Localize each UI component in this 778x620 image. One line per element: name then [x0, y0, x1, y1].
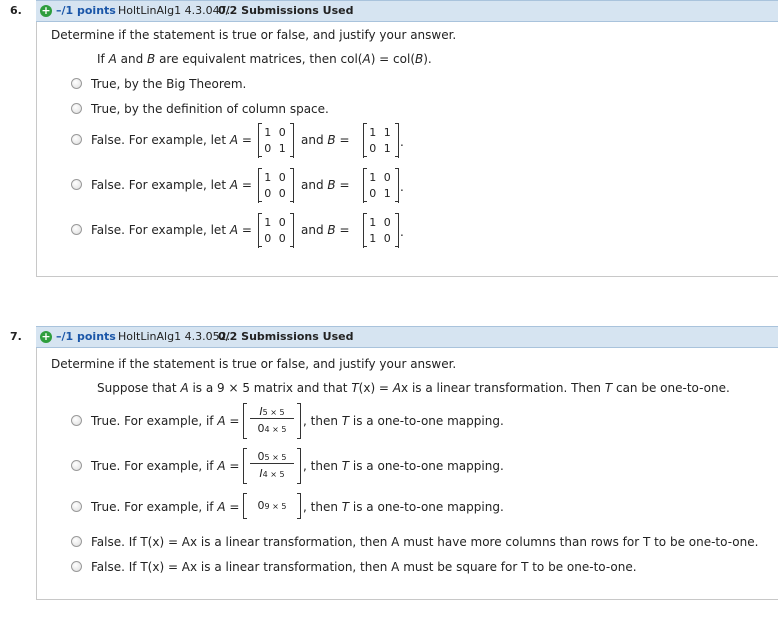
answer-label-1: True. For example, if A = [91, 414, 240, 428]
question-code: HoltLinAlg1 4.3.052. [118, 330, 231, 343]
matrix-a: 1 0 0 0 [258, 214, 294, 248]
answer-label-2: True, by the definition of column space. [91, 102, 329, 116]
answer-radio-4[interactable] [71, 536, 82, 547]
and-b-label: and B = [301, 133, 350, 147]
answer-label-3: True. For example, if A = [91, 500, 240, 514]
question-code: HoltLinAlg1 4.3.047. [118, 4, 231, 17]
answer-radio-5[interactable] [71, 561, 82, 572]
block-matrix: 09 × 5 [243, 494, 301, 518]
block-matrix: I5 × 5 04 × 5 [243, 404, 301, 438]
matrix-b: 1 1 0 1 [363, 124, 399, 158]
matrix-b: 1 0 0 1 [363, 169, 399, 203]
answer-label-5: False. For example, let A = [91, 223, 252, 237]
question-header [36, 0, 778, 22]
question-number: 6. [10, 4, 22, 17]
expand-plus-icon[interactable]: + [41, 330, 51, 343]
answer-label-3: False. For example, let A = [91, 133, 252, 147]
question-number: 7. [10, 330, 22, 343]
answer-label-5: False. If T(x) = Ax is a linear transformation, then A must be square for T to be one-to-one. [91, 560, 637, 574]
and-b-label: and B = [301, 178, 350, 192]
answer-suffix: , then T is a one-to-one mapping. [303, 414, 504, 428]
answer-radio-2[interactable] [71, 460, 82, 471]
points-link[interactable]: –/1 points [56, 4, 116, 17]
answer-radio-1[interactable] [71, 78, 82, 89]
answer-label-4: False. For example, let A = [91, 178, 252, 192]
question-body: Determine if the statement is true or false, and justify your answer. If A and B are equivalent matrices, then col(A) = col(B). True, by the Big Theorem. True, by the definition of column space. False. For example, let A = 1 0 0 1 and B = 1 1 0 1 . False. For example, let A = 1 0 0 0 and B = 1 0 0 1 . False. For example, let A = 1 0 0 0 and B = 1 0 1 0 . [36, 22, 778, 277]
points-link[interactable]: –/1 points [56, 330, 116, 343]
answer-label-1: True, by the Big Theorem. [91, 77, 247, 91]
answer-label-2: True. For example, if A = [91, 459, 240, 473]
answer-suffix: , then T is a one-to-one mapping. [303, 459, 504, 473]
expand-plus-icon[interactable]: + [41, 4, 51, 17]
answer-suffix: , then T is a one-to-one mapping. [303, 500, 504, 514]
submissions-used: 0/2 Submissions Used [218, 4, 354, 17]
answer-radio-3[interactable] [71, 134, 82, 145]
question-prompt: Determine if the statement is true or false, and justify your answer. [51, 357, 457, 371]
question-statement: Suppose that A is a 9 × 5 matrix and that T(x) = Ax is a linear transformation. Then T can be one-to-one. [97, 381, 730, 395]
submissions-used: 0/2 Submissions Used [218, 330, 354, 343]
answer-radio-2[interactable] [71, 103, 82, 114]
answer-radio-5[interactable] [71, 224, 82, 235]
answer-label-4: False. If T(x) = Ax is a linear transformation, then A must have more columns than rows for T to be one-to-one. [91, 535, 759, 549]
answer-radio-1[interactable] [71, 415, 82, 426]
answer-radio-3[interactable] [71, 501, 82, 512]
question-body [36, 348, 778, 600]
question-statement: If A and B are equivalent matrices, then col(A) = col(B). [97, 52, 432, 66]
matrix-a: 1 0 0 1 [258, 124, 294, 158]
question-header [36, 326, 778, 348]
block-matrix: 05 × 5 I4 × 5 [243, 449, 301, 483]
answer-radio-4[interactable] [71, 179, 82, 190]
matrix-b: 1 0 1 0 [363, 214, 399, 248]
and-b-label: and B = [301, 223, 350, 237]
question-prompt: Determine if the statement is true or false, and justify your answer. [51, 28, 457, 42]
matrix-a: 1 0 0 0 [258, 169, 294, 203]
